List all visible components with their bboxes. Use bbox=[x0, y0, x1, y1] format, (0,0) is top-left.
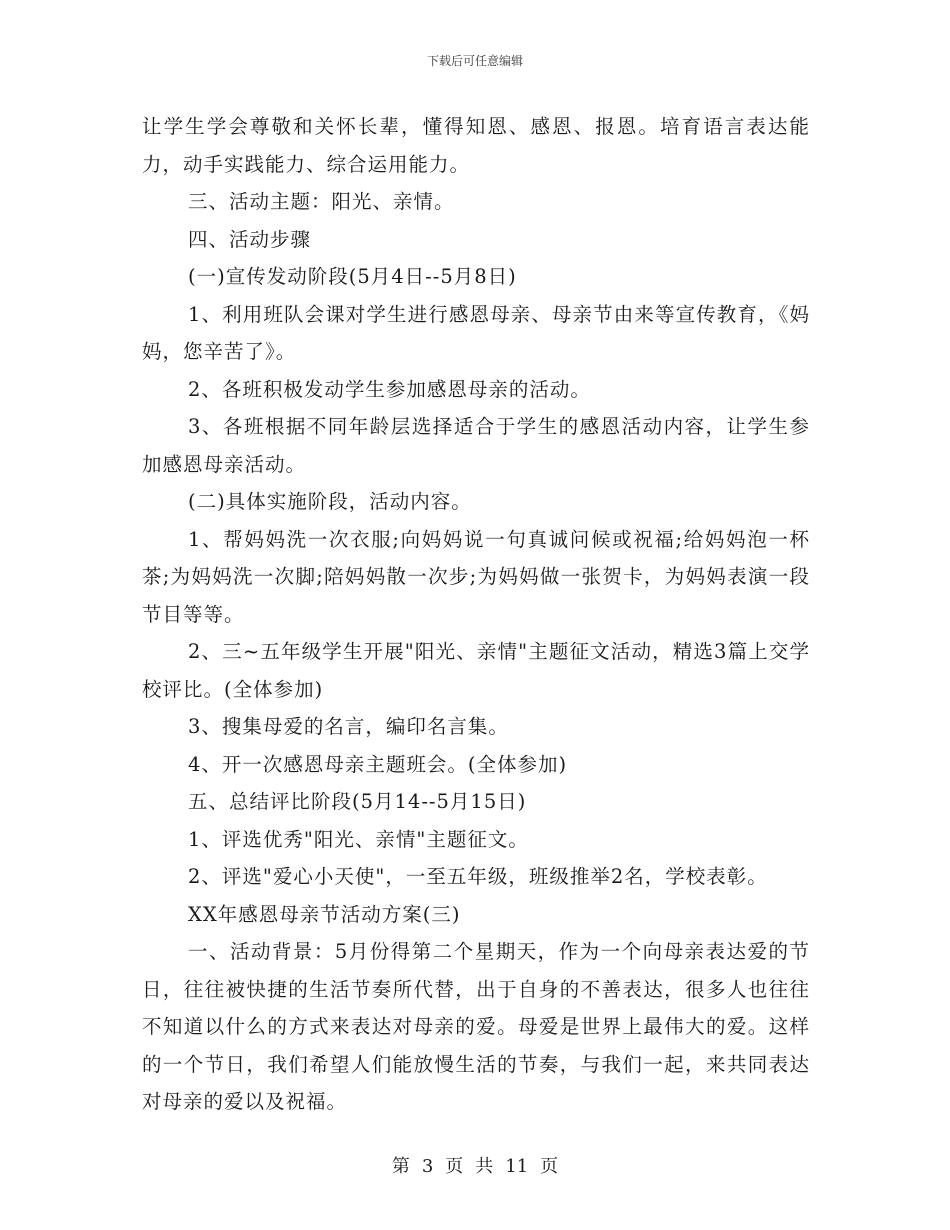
paragraph: 1、帮妈妈洗一次衣服;向妈妈说一句真诚问候或祝福;给妈妈泡一杯茶;为妈妈洗一次脚;陪妈妈散一次步;为妈妈做一张贺卡，为妈妈表演一段节目等等。 bbox=[142, 527, 810, 626]
paragraph: 4、开一次感恩母亲主题班会。(全体参加) bbox=[188, 752, 568, 776]
paragraph: (二)具体实施阶段，活动内容。 bbox=[188, 490, 472, 513]
paragraph: 四、活动步骤 bbox=[188, 227, 312, 251]
footer-label: 页 bbox=[445, 1156, 464, 1177]
paragraph: 五、总结评比阶段(5月14--5月15日) bbox=[188, 790, 527, 813]
paragraph: 1、利用班队会课对学生进行感恩母亲、母亲节由来等宣传教育，《妈妈，您辛苦了》。 bbox=[142, 302, 810, 363]
footer-label: 第 bbox=[391, 1156, 410, 1177]
page-footer bbox=[0, 1152, 950, 1178]
paragraph: 3、搜集母爱的名言，编印名言集。 bbox=[188, 715, 509, 738]
paragraph: 2、评选"爱心小天使"，一至五年级，班级推举2名，学校表彰。 bbox=[188, 865, 768, 888]
paragraph: 三、活动主题：阳光、亲情。 bbox=[188, 190, 455, 213]
footer-label: 共 bbox=[475, 1156, 494, 1177]
paragraph: 让学生学会尊敬和关怀长辈，懂得知恩、感恩、报恩。培育语言表达能力，动手实践能力、综合运用能力。 bbox=[142, 115, 810, 176]
page-header: 下载后可任意编辑 bbox=[426, 54, 523, 68]
paragraph: 一、活动背景：5月份得第二个星期天，作为一个向母亲表达爱的节日，往往被快捷的生活节奏所代替，出于自身的不善表达，很多人也往往不知道以什么的方式来表达对母亲的爱。母爱是世界上最伟大的爱。这样的一个节日，我们希望人们能放慢生活的节奏，与我们一起，来共同表达对母亲的爱以及祝福。 bbox=[142, 940, 810, 1113]
paragraph: 3、各班根据不同年龄层选择适合于学生的感恩活动内容，让学生参加感恩母亲活动。 bbox=[142, 415, 810, 476]
document-body bbox=[142, 108, 810, 1121]
paragraph: XX年感恩母亲节活动方案(三) bbox=[188, 902, 461, 926]
paragraph: 1、评选优秀"阳光、亲情"主题征文。 bbox=[188, 827, 529, 851]
footer-label: 页 bbox=[540, 1156, 559, 1177]
paragraph: 2、三~五年级学生开展"阳光、亲情"主题征文活动，精选3篇上交学校评比。(全体参加) bbox=[142, 640, 810, 701]
total-pages-number: 11 bbox=[505, 1156, 529, 1177]
paragraph: (一)宣传发动阶段(5月4日--5月8日) bbox=[188, 265, 517, 288]
current-page-number: 3 bbox=[421, 1156, 434, 1177]
paragraph: 2、各班积极发动学生参加感恩母亲的活动。 bbox=[188, 377, 591, 401]
